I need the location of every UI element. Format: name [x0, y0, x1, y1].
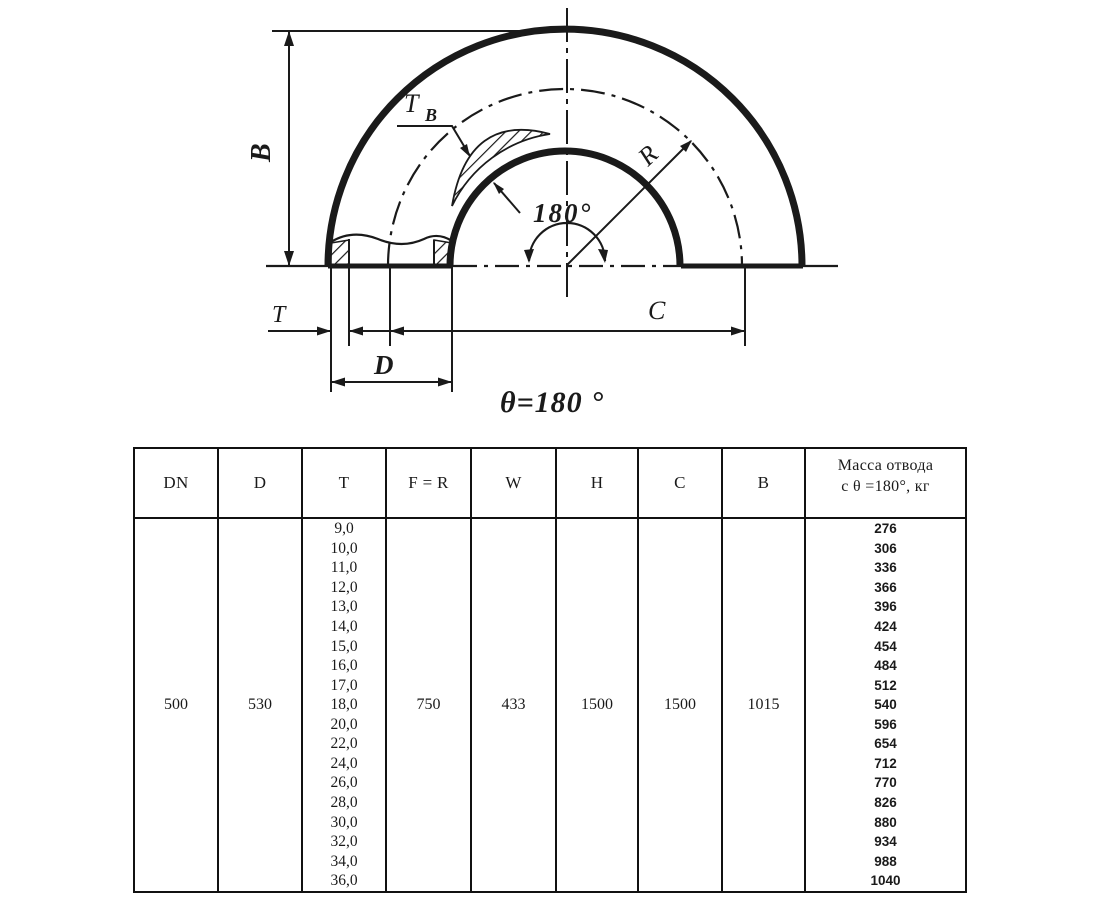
t-value: 9,0 [334, 520, 354, 538]
cell-f-r: 750 [416, 696, 441, 713]
mass-value: 654 [874, 736, 897, 752]
elbow-diagram [0, 0, 1100, 430]
mass-value: 596 [874, 716, 897, 732]
mass-value: 454 [874, 638, 897, 654]
label-d: D [374, 350, 394, 380]
wall-hatch-right [434, 240, 452, 266]
cell-h: 1500 [581, 696, 613, 713]
t-value: 32,0 [330, 833, 358, 851]
mass-value: 512 [874, 677, 897, 693]
label-r: R [632, 139, 664, 172]
col-h [557, 449, 639, 891]
mass-value: 540 [874, 697, 897, 713]
header-cell-d: D [219, 449, 301, 519]
c-arrow-left [390, 327, 404, 336]
t-value: 11,0 [330, 559, 358, 577]
header-cell-h: H [557, 449, 637, 519]
label-tb-main: T [404, 89, 419, 118]
t-arrow-right [349, 327, 363, 336]
col-w [472, 449, 557, 891]
tb-arrow [460, 144, 470, 157]
t-value: 16,0 [330, 657, 358, 675]
t-value: 28,0 [330, 793, 358, 811]
mass-value: 276 [874, 521, 897, 537]
col-d [219, 449, 303, 891]
t-value: 17,0 [330, 676, 358, 694]
b-arrow-bottom [284, 251, 294, 266]
t-value: 34,0 [330, 852, 358, 870]
t-arrow-left [317, 327, 331, 336]
mass-header-line2: с θ =180°, кг [841, 478, 930, 495]
mass-value: 826 [874, 794, 897, 810]
col-mass [806, 449, 965, 891]
mass-values-cell [806, 519, 965, 891]
tb-leader-line [397, 126, 470, 156]
dimensions-table [133, 447, 967, 893]
t-value: 24,0 [330, 754, 358, 772]
t-value: 15,0 [330, 637, 358, 655]
col-c [639, 449, 723, 891]
cell-dn: 500 [164, 696, 188, 713]
mass-header-line1: Масса отвода [837, 457, 934, 474]
t-value: 10,0 [330, 539, 358, 557]
arrowheads [284, 31, 745, 387]
cell-b: 1015 [747, 696, 780, 713]
mass-value: 770 [874, 775, 897, 791]
d-arrow-right [438, 378, 452, 387]
mass-value: 1040 [870, 873, 901, 889]
angle-arrow-right [598, 249, 608, 263]
cell-c: 1500 [664, 696, 696, 713]
mass-value: 712 [874, 755, 897, 771]
col-t [303, 449, 387, 891]
b-arrow-top [284, 31, 294, 46]
header-cell-c: C [639, 449, 721, 519]
mass-value: 424 [874, 619, 897, 635]
header-cell-dn: DN [135, 449, 217, 519]
header-cell-f-r: F = R [387, 449, 470, 519]
col-b [723, 449, 806, 891]
label-c: C [648, 296, 666, 325]
header-cell-mass [806, 449, 965, 519]
t-value: 26,0 [330, 774, 358, 792]
t-value: 20,0 [330, 715, 358, 733]
cell-w: 433 [501, 696, 526, 713]
label-angle: 180° [533, 198, 593, 228]
mass-value: 988 [874, 853, 897, 869]
mass-value: 396 [874, 599, 897, 615]
t-values-cell [303, 519, 385, 891]
t-value: 30,0 [330, 813, 358, 831]
centerline-arc [388, 89, 742, 266]
t-value: 13,0 [330, 598, 358, 616]
wall-hatch-left [331, 240, 349, 266]
label-tb-sub: B [425, 105, 438, 125]
mass-value: 306 [874, 540, 897, 556]
header-cell-b: B [723, 449, 804, 519]
c-arrow-right [731, 327, 745, 336]
cell-d: 530 [248, 696, 272, 713]
t-value: 18,0 [330, 696, 358, 714]
col-f-r [387, 449, 472, 891]
label-t: T [272, 302, 286, 328]
header-cell-w: W [472, 449, 555, 519]
col-dn [135, 449, 219, 891]
t-value: 22,0 [330, 735, 358, 753]
mass-value: 336 [874, 560, 897, 576]
mass-value: 934 [874, 834, 897, 850]
t-value: 36,0 [330, 872, 358, 890]
header-cell-t: T [303, 449, 385, 519]
mass-value: 366 [874, 579, 897, 595]
mass-value: 484 [874, 658, 897, 674]
angle-arrow-left [524, 249, 534, 263]
label-b: B [246, 143, 277, 162]
d-arrow-left [331, 378, 345, 387]
mass-value: 880 [874, 814, 897, 830]
label-theta: θ=180 ° [500, 386, 605, 419]
t-value: 14,0 [330, 618, 358, 636]
t-value: 12,0 [330, 578, 358, 596]
